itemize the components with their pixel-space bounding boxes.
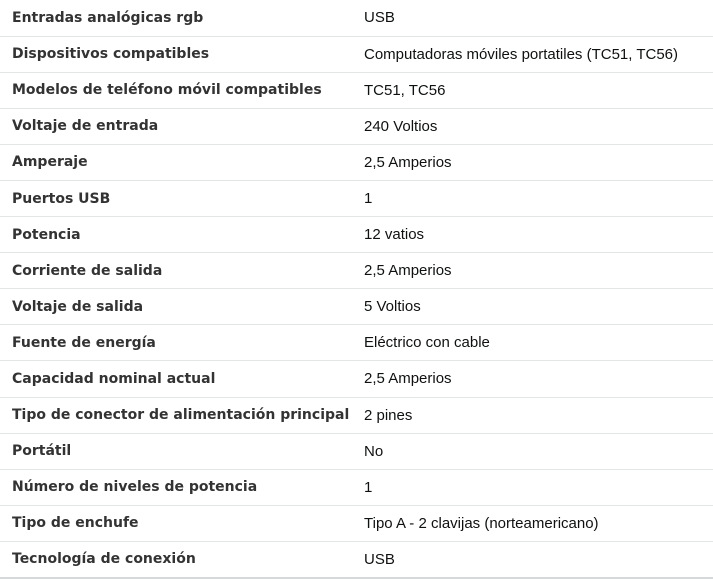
- spec-value: Eléctrico con cable: [364, 325, 713, 361]
- spec-row: [0, 72, 713, 108]
- spec-row: [0, 433, 713, 469]
- spec-row: [0, 180, 713, 216]
- spec-row: [0, 36, 713, 72]
- spec-value: Tipo A - 2 clavijas (norteamericano): [364, 505, 713, 541]
- spec-value: USB: [364, 0, 713, 36]
- spec-value: No: [364, 433, 713, 469]
- spec-row: [0, 541, 713, 577]
- spec-label: Portátil: [0, 433, 364, 469]
- spec-row: [0, 217, 713, 253]
- spec-value: 2,5 Amperios: [364, 361, 713, 397]
- spec-row: [0, 144, 713, 180]
- spec-row: [0, 253, 713, 289]
- spec-row: [0, 361, 713, 397]
- spec-label: Tecnología de conexión: [0, 541, 364, 577]
- spec-label: Dispositivos compatibles: [0, 36, 364, 72]
- spec-row: [0, 505, 713, 541]
- spec-row: [0, 397, 713, 433]
- spec-label: Amperaje: [0, 144, 364, 180]
- spec-value: 12 vatios: [364, 217, 713, 253]
- spec-row: [0, 108, 713, 144]
- spec-value: 1: [364, 180, 713, 216]
- spec-label: Número de niveles de potencia: [0, 469, 364, 505]
- spec-label: Fuente de energía: [0, 325, 364, 361]
- spec-label: Entradas analógicas rgb: [0, 0, 364, 36]
- spec-label: Potencia: [0, 217, 364, 253]
- spec-value: 5 Voltios: [364, 289, 713, 325]
- spec-value: 1: [364, 469, 713, 505]
- spec-label: Modelos de teléfono móvil compatibles: [0, 72, 364, 108]
- spec-value: TC51, TC56: [364, 72, 713, 108]
- spec-label: Voltaje de entrada: [0, 108, 364, 144]
- spec-label: Puertos USB: [0, 180, 364, 216]
- spec-value: Computadoras móviles portatiles (TC51, TC56): [364, 36, 713, 72]
- spec-row: [0, 325, 713, 361]
- spec-label: Voltaje de salida: [0, 289, 364, 325]
- spec-label: Tipo de conector de alimentación principal: [0, 397, 364, 433]
- spec-value: USB: [364, 541, 713, 577]
- spec-label: Tipo de enchufe: [0, 505, 364, 541]
- spec-value: 240 Voltios: [364, 108, 713, 144]
- spec-value: 2 pines: [364, 397, 713, 433]
- spec-value: 2,5 Amperios: [364, 253, 713, 289]
- spec-value: 2,5 Amperios: [364, 144, 713, 180]
- spec-row: [0, 0, 713, 36]
- spec-label: Corriente de salida: [0, 253, 364, 289]
- spec-label: Capacidad nominal actual: [0, 361, 364, 397]
- spec-row: [0, 469, 713, 505]
- spec-row: [0, 289, 713, 325]
